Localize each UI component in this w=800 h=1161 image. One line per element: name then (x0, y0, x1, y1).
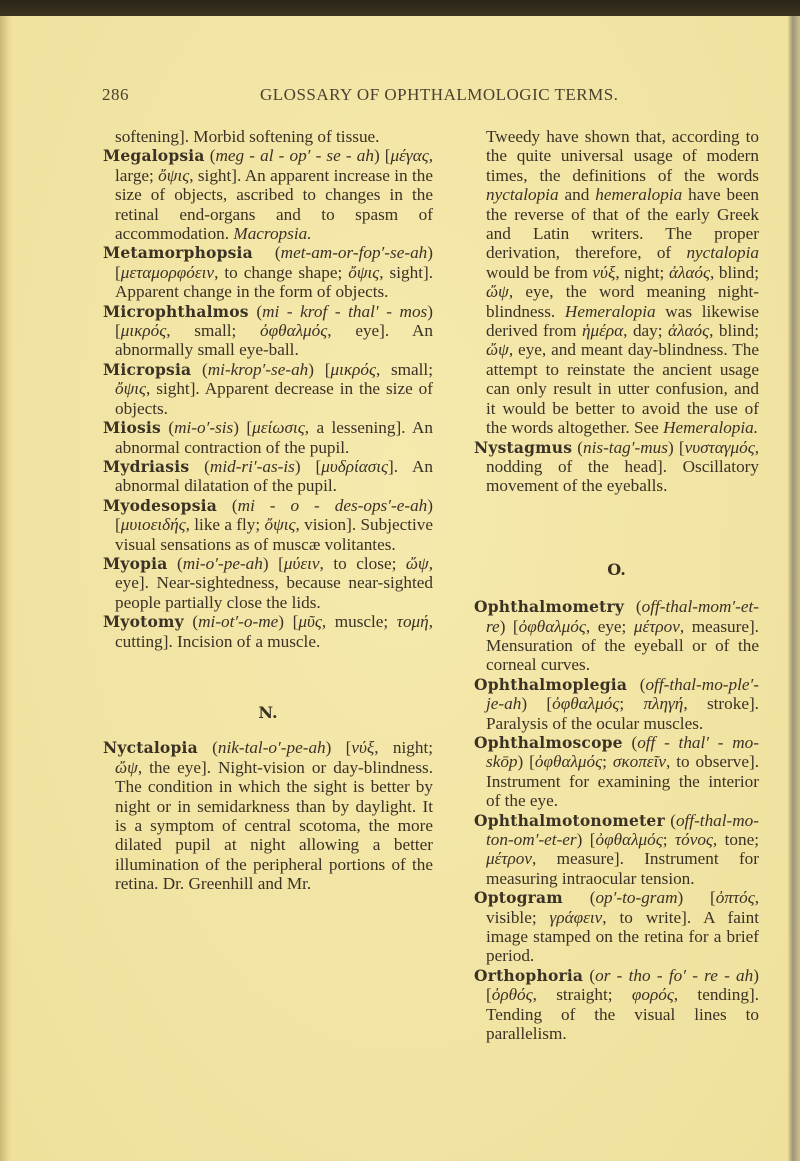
entry-term: Nyctalopia (103, 738, 198, 758)
glossary-entry (103, 612, 433, 651)
italic-text: τομή (396, 612, 429, 632)
entry-text: , eye, and meant day-blindness. The attempt to reinstate the ancient usage can only result in utter confusion, and it would be better to avoid the use of the words altogether. See (486, 340, 759, 438)
entry-text: ( (627, 674, 646, 694)
entry-text: , stroke]. Paralysis of the ocular muscles. (486, 694, 759, 733)
entry-text: ) [ (373, 146, 391, 166)
glossary-entry (103, 243, 433, 301)
entry-term: Mydriasis (103, 456, 190, 476)
entry-text: ) [ (576, 830, 596, 849)
italic-text: mid-ri′-as-is (209, 456, 295, 476)
italic-text: mi-o′-sis (174, 418, 234, 438)
entry-text: , blind; (710, 262, 760, 282)
entry-text: ) [ (278, 612, 299, 632)
entry-text: and (558, 185, 596, 205)
entry-text: , vision]. Subjective visual sensations as of muscæ volitantes. (115, 515, 433, 554)
entry-text: have been the reverse of that of the early Greek and Latin writers. The proper derivation, therefore, of (486, 185, 759, 263)
italic-text: ὀφθαλμός (595, 830, 663, 849)
italic-text: Hemeralopia (564, 301, 656, 321)
entry-text: , small; (375, 359, 433, 379)
page-fore-edge (788, 16, 800, 1161)
entry-text: , nodding of the head]. Oscillatory movement of the eyeballs. (486, 437, 759, 496)
italic-text: nyctalopia (486, 185, 559, 205)
entry-term: Ophthalmoscope (474, 732, 623, 752)
italic-text: nik-tal-o′-pe-ah (217, 738, 326, 758)
entry-text: ( (216, 495, 238, 515)
italic-text: nis-tag′-mus (583, 437, 668, 457)
italic-text: ὀφθαλμός (518, 616, 586, 636)
entry-text: ) [ (115, 243, 433, 282)
italic-text: Macropsia. (233, 224, 312, 244)
italic-text: μέγας (390, 146, 429, 166)
right-column (474, 127, 759, 1043)
italic-text: ὄψις (348, 262, 380, 282)
entry-text: ( (191, 359, 208, 379)
entry-text: , large; (115, 146, 433, 185)
entry-text: ) [ (115, 495, 433, 535)
entry-text: , blind; (709, 321, 760, 341)
italic-text: or - tho - fo′ - re - ah (595, 965, 754, 985)
italic-text: met-am-or-fop′-se-ah (280, 243, 428, 263)
italic-text: op′-to-gram (595, 888, 678, 908)
continued-text (474, 127, 759, 438)
entry-text: , eye; (585, 616, 634, 636)
entry-text: ) [ (233, 418, 253, 438)
italic-text: μύειν (283, 553, 320, 573)
italic-text: φορός (631, 985, 674, 1005)
italic-text: ὤψ (405, 553, 429, 573)
entry-text: , tending]. Tending of the visual lines to parallelism. (486, 985, 759, 1044)
book-page (14, 16, 788, 1161)
glossary-entry (103, 496, 433, 554)
entry-text: ]. An abnormal dilatation of the pupil. (115, 456, 433, 496)
entry-text: , measure]. Instrument for measuring intraocular tension. (486, 849, 759, 888)
entry-term: Ophthalmoplegia (474, 674, 628, 694)
glossary-entry (103, 418, 433, 457)
running-head: GLOSSARY OF OPHTHALMOLOGIC TERMS. (260, 85, 619, 104)
italic-text: τόνος (674, 830, 713, 849)
entry-text: ) [ (115, 301, 433, 341)
glossary-entry (474, 675, 759, 733)
italic-text: mi-ot′-o-me (198, 612, 279, 632)
entry-text: ) [ (294, 456, 322, 476)
glossary-entry (103, 457, 433, 496)
entry-text: softening]. Morbid softening of tissue. (115, 127, 380, 146)
section-letter: N. (258, 702, 278, 722)
entry-term: Orthophoria (474, 965, 584, 985)
italic-text: σκοπεῖν (612, 752, 666, 772)
entry-text: ) [ (517, 752, 535, 772)
entry-text: ) [ (499, 616, 519, 636)
italic-text: ὀφθαλμός (260, 321, 328, 341)
italic-text: off-thal-mo-ple′-je-ah (486, 674, 759, 714)
italic-text: ὄψις (158, 165, 190, 185)
entry-term: Nystagmus (474, 437, 573, 457)
entry-text: , night; (615, 262, 669, 282)
entry-text: , day; (623, 321, 669, 341)
entry-text: , to change shape; (214, 262, 349, 282)
glossary-entry (103, 554, 433, 612)
entry-text: ( (204, 146, 216, 166)
italic-text: ἡμέρα (581, 321, 624, 341)
italic-text: μέτρον (633, 616, 680, 636)
glossary-entry (103, 302, 433, 360)
italic-text: off-thal-mom′-et-re (486, 597, 759, 636)
entry-text: , sight]. An apparent increase in the size of objects, ascribed to changes in the retinal end-organs and to spasm of accommodation. (115, 165, 433, 244)
entry-text: ( (664, 810, 676, 830)
entry-text: , measure]. Mensuration of the eyeball or of the corneal curves. (486, 616, 759, 675)
entry-text: ) [ (677, 888, 716, 908)
entry-text: ) [ (667, 437, 685, 457)
entry-text: ( (624, 597, 642, 617)
glossary-entry (474, 966, 759, 1044)
entry-text: ) [ (262, 553, 284, 573)
entry-text: , to close; (319, 553, 406, 573)
italic-text: νύξ (351, 738, 375, 758)
scan-background-top (0, 0, 800, 16)
entry-text: ; (602, 752, 613, 772)
italic-text: πληγή (643, 694, 684, 714)
entry-text: ( (167, 553, 183, 573)
glossary-entry (103, 738, 433, 893)
italic-text: μῦς (298, 612, 322, 632)
italic-text: Hemeralopia. (663, 418, 759, 438)
entry-text: ( (252, 243, 281, 263)
entry-text: ) [ (325, 738, 352, 758)
section-letter: O. (607, 559, 626, 579)
entry-term: Metamorphopsia (103, 243, 253, 263)
entry-text: ( (622, 732, 638, 752)
entry-text: ( (248, 301, 263, 321)
entry-text: ( (572, 437, 584, 457)
entry-text: ; (619, 694, 644, 714)
entry-text: , to observe]. Instrument for examining the interior of the eye. (486, 752, 760, 811)
glossary-entry (103, 146, 433, 243)
glossary-entry (474, 888, 759, 966)
entry-text: Tweedy have shown that, according to the quite universal usage of modern times, the definitions of the words (486, 127, 759, 185)
entry-text: , to write]. A faint image stamped on the retina for a brief period. (486, 907, 760, 966)
entry-term: Myopia (103, 553, 168, 573)
entry-term: Microphthalmos (103, 301, 249, 321)
italic-text: ὀφθαλμός (552, 694, 620, 714)
entry-text: ( (562, 888, 596, 908)
italic-text: ἀλαός (668, 321, 710, 341)
entry-term: Miosis (103, 418, 161, 438)
glossary-entry (474, 811, 759, 889)
italic-text: ὤψ (486, 282, 509, 302)
page-number: 286 (102, 85, 129, 104)
entry-term: Megalopsia (103, 146, 205, 166)
entry-text: ) [ (308, 359, 331, 379)
entry-text: ) [ (521, 694, 553, 714)
italic-text: hemeralopia (595, 185, 683, 205)
glossary-entry (474, 597, 759, 675)
italic-text: ὀρθός (491, 985, 533, 1005)
entry-text: , like a fly; (185, 515, 265, 535)
entry-text: ( (197, 738, 218, 758)
italic-text: ὄψις (264, 515, 296, 535)
entry-term: Ophthalmotonometer (474, 810, 665, 830)
entry-text: , straight; (532, 985, 632, 1005)
entry-text: , night; (374, 738, 433, 758)
italic-text: mi - o - des-ops′-e-ah (237, 495, 428, 515)
entry-text: ( (183, 612, 199, 632)
entry-text: ( (583, 965, 596, 985)
italic-text: ὄψις (115, 379, 147, 399)
italic-text: μυιοειδής (120, 515, 186, 535)
entry-term: Myotomy (103, 612, 184, 632)
italic-text: off-thal-mo-ton-om′-et-er (486, 810, 759, 849)
entry-text: ; (662, 830, 675, 849)
entry-text: , eye]. Near-sightedness, because near-sighted people partially close the lids. (115, 553, 433, 612)
continued-text (103, 127, 433, 146)
entry-text: ( (189, 456, 210, 476)
italic-text: μικρός (120, 321, 167, 341)
italic-text: nyctalopia (686, 243, 759, 263)
entry-text: , the eye]. Night-vision or day-blindness. The condition in which the sight is better by night or in semidarkness than by daylight. It is a symptom of central scotoma, the more dilated pupil at night allowing a better illumination of the peripheral portions of the retina. Dr. Greenhill and Mr. (115, 757, 433, 894)
entry-text: was likewise derived from (486, 301, 759, 341)
glossary-entry (474, 438, 759, 496)
entry-text: , muscle; (321, 612, 397, 632)
italic-text: νυσταγμός (684, 437, 755, 457)
page-gutter-edge (0, 16, 14, 1161)
glossary-entry (103, 360, 433, 418)
italic-text: μέτρον (486, 849, 533, 869)
italic-text: ὀπτός (715, 888, 755, 908)
entry-text: , eye]. An abnormally small eye-ball. (115, 321, 433, 360)
italic-text: mi-o′-pe-ah (182, 553, 263, 573)
entry-text: , visible; (486, 888, 759, 927)
italic-text: μυδρίασις (321, 456, 388, 476)
entry-text: , small; (166, 321, 261, 341)
entry-text: , tone; (712, 830, 760, 849)
entry-text: , sight]. Apparent decrease in the size of objects. (115, 379, 433, 418)
entry-text: , eye, the word meaning night-blindness. (486, 282, 759, 321)
entry-text: , cutting]. Incision of a muscle. (115, 612, 433, 651)
italic-text: off - thal′ - mo-skōp (486, 732, 759, 772)
entry-text: would be from (486, 262, 593, 282)
italic-text: mi - krof - thal′ - mos (262, 301, 428, 321)
italic-text: νύξ (592, 262, 616, 282)
italic-text: μεταμορφόειν (120, 262, 215, 282)
entry-text: , sight]. Apparent change in the form of objects. (115, 262, 433, 302)
entry-term: Optogram (474, 888, 563, 908)
italic-text: ὤψ (486, 340, 509, 360)
entry-term: Myodesopsia (103, 495, 217, 515)
italic-text: mi-krop′-se-ah (207, 359, 309, 379)
italic-text: ἀλαός (668, 262, 710, 282)
entry-text: ( (160, 418, 175, 438)
italic-text: μικρός (330, 359, 376, 379)
italic-text: ὀφθαλμός (534, 752, 603, 772)
entry-text: ) [ (486, 965, 759, 1005)
italic-text: γράφειν (549, 907, 603, 927)
italic-text: μείωσις (252, 418, 305, 438)
left-column (103, 127, 433, 894)
entry-term: Ophthalmometry (474, 597, 625, 617)
italic-text: ὤψ (115, 757, 138, 777)
entry-text: , a lessening]. An abnormal contraction of the pupil. (115, 418, 433, 457)
glossary-entry (474, 733, 759, 811)
entry-term: Micropsia (103, 359, 192, 379)
italic-text: meg - al - op′ - se - ah (215, 146, 374, 166)
